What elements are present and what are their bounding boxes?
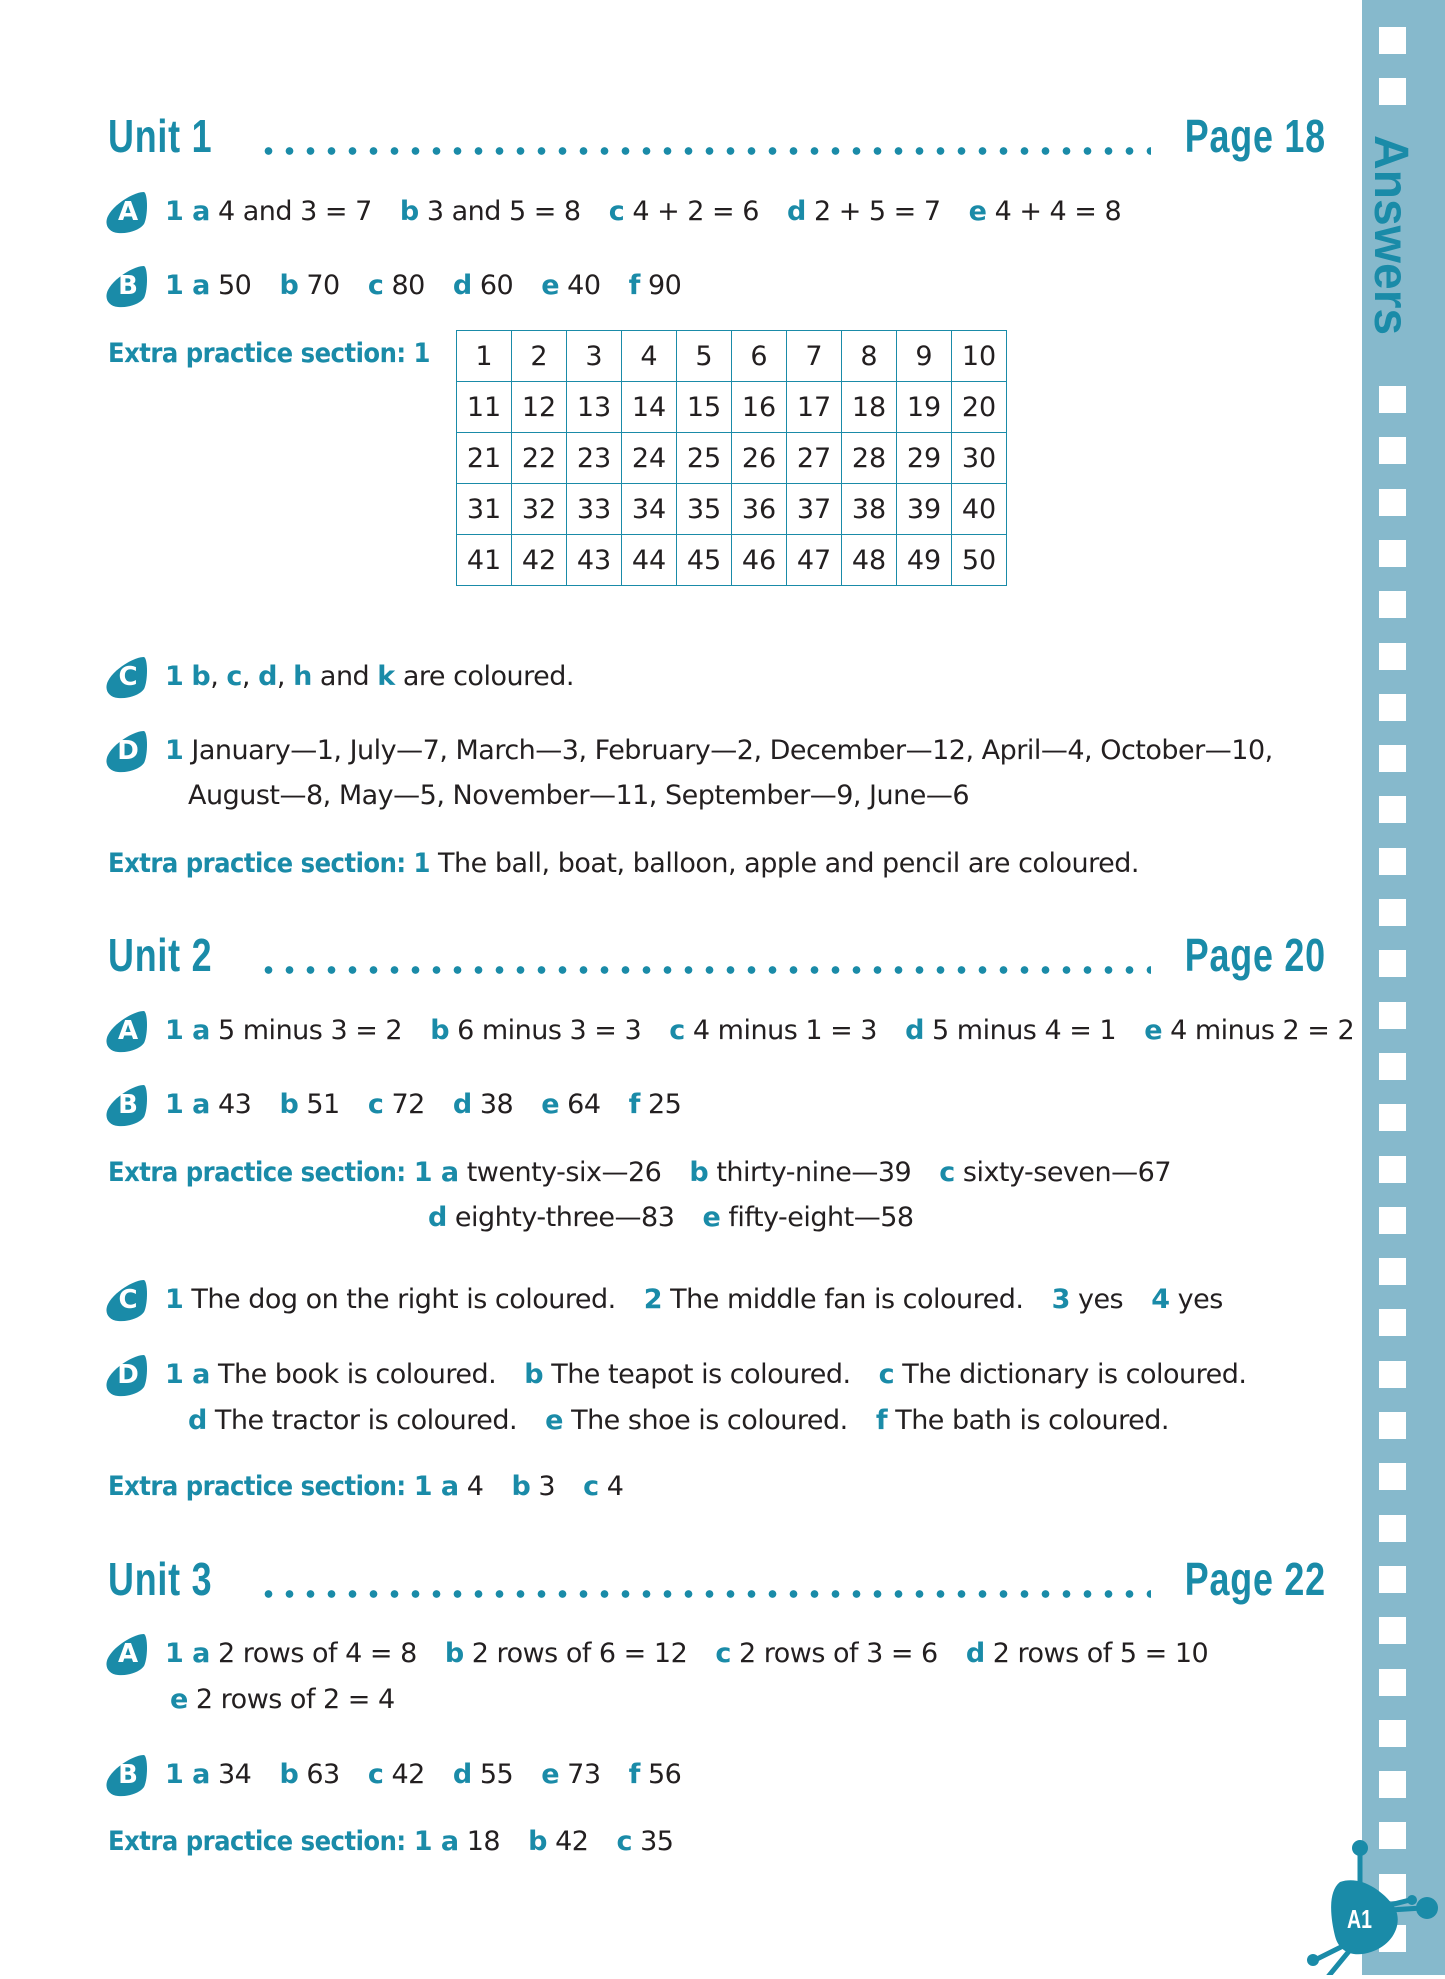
dot-leader [258,146,1151,156]
answer-label: 1 a [165,1359,210,1390]
unit-1-heading [108,108,1326,164]
sidebar-square [1379,643,1406,670]
answer-label: b [528,1826,547,1857]
section-badge-d [104,729,148,773]
sidebar-square [1379,1361,1406,1388]
answer-label: d [787,196,806,227]
section-badge-d [104,1353,148,1397]
answer-label: e [968,196,987,227]
unit-2-a-answers [165,1013,1354,1049]
grid-cell: 20 [952,382,1007,433]
answer-label: b [279,270,299,301]
unit-3-extra-1 [108,1824,673,1860]
grid-cell: 4 [622,331,677,382]
grid-cell: 6 [732,331,787,382]
answer-label: c [226,661,242,692]
unit-2-c-answers [165,1282,1223,1318]
answer-text: 2 rows of 3 = 6 [738,1638,938,1669]
answer-text: B [118,1760,138,1790]
answer-label: b [279,1089,299,1120]
answer-label: c [367,1089,384,1120]
answer-text: The dog on the right is coloured. [191,1284,616,1315]
answer-label: d [452,1759,472,1790]
grid-cell: 27 [787,433,842,484]
answer-text: 2 rows of 4 = 8 [218,1638,417,1669]
answer-label: 1 a [165,1638,210,1669]
answer-text: yes [1177,1284,1223,1315]
grid-cell: 47 [787,535,842,586]
answer-label: e [541,270,560,301]
sidebar-square [1379,1412,1406,1439]
answer-text: Extra practice section: 1 [108,848,430,879]
grid-cell: 38 [842,484,897,535]
answer-text: 18 [466,1826,501,1857]
grid-cell: 36 [732,484,787,535]
answer-text: 5 minus 3 = 2 [218,1015,403,1046]
answer-label: e [1144,1015,1163,1046]
answer-text: 2 rows of 6 = 12 [471,1638,688,1669]
answer-label: e [545,1405,563,1436]
sidebar-square [1379,489,1406,516]
grid-cell: 21 [457,433,512,484]
sidebar-square [1379,540,1406,567]
answer-label: e [541,1089,560,1120]
answer-label: 1 [165,735,184,766]
answer-text: The book is coloured. [218,1359,497,1390]
answer-text: 42 [555,1826,589,1857]
grid-cell: 43 [567,535,622,586]
answer-label: f [628,1759,640,1790]
answer-label: 3 [1051,1284,1070,1315]
answer-text: The middle fan is coloured. [670,1284,1024,1315]
grid-cell: 14 [622,382,677,433]
grid-cell: 41 [457,535,512,586]
sidebar-square [1379,848,1406,875]
answer-text: 6 minus 3 = 3 [457,1015,642,1046]
grid-cell: 33 [567,484,622,535]
grid-cell: 7 [787,331,842,382]
grid-cell: 31 [457,484,512,535]
answer-label: c [367,1759,384,1790]
answer-text: 2 + 5 = 7 [813,196,941,227]
answer-label: 1 a [165,1015,210,1046]
answer-label: c [608,196,625,227]
sidebar-square [1379,694,1406,721]
sidebar-square [1379,1258,1406,1285]
unit-page: Page 18 [1184,110,1326,162]
answer-label: b [191,661,211,692]
answer-text: 55 [479,1759,514,1790]
unit-1-c-answers [165,659,574,695]
section-badge-b [104,1083,148,1127]
answer-label: b [689,1157,709,1188]
grid-row [457,382,1007,433]
unit-3-a-answers [165,1636,1208,1672]
answer-label: 1 a [165,196,210,227]
grid-row [457,535,1007,586]
unit-1-extra-2 [108,846,1139,882]
answer-text: A [117,197,139,227]
grid-cell: 28 [842,433,897,484]
sidebar-square [1379,899,1406,926]
answer-text: yes [1077,1284,1124,1315]
grid-row [457,331,1007,382]
sidebar-square [1379,1002,1406,1029]
answer-text: C [118,662,138,692]
grid-cell: 34 [622,484,677,535]
grid-cell: 13 [567,382,622,433]
answer-text: August—8, May—5, November—11, September—9, June—6 [188,780,970,811]
sidebar-square [1379,1156,1406,1183]
answer-label: c [669,1015,685,1046]
unit-1-b-answers [165,268,681,304]
grid-cell: 26 [732,433,787,484]
dot-leader [258,965,1151,975]
unit-2-extra-1-cont [428,1200,914,1236]
answer-text: 50 [218,270,252,301]
unit-2-b-answers [165,1087,681,1123]
answer-label: c [616,1826,633,1857]
answer-label: d [905,1015,924,1046]
grid-cell: 11 [457,382,512,433]
answer-text: 4 + 4 = 8 [994,196,1122,227]
unit-3-a-answers-cont [170,1682,395,1718]
answer-text: B [118,271,138,301]
grid-cell: 49 [897,535,952,586]
grid-cell: 8 [842,331,897,382]
unit-1-d-answers-cont [188,778,969,814]
section-badge-b [104,1753,148,1797]
grid-cell: 9 [897,331,952,382]
answer-text: D [117,1360,139,1390]
answer-label: c [367,270,384,301]
answer-label: 1 a [165,1089,210,1120]
answer-label: 1 a [165,270,210,301]
answer-label: 1 a [413,1826,459,1857]
grid-cell: 22 [512,433,567,484]
sidebar-square [1379,1771,1406,1798]
answer-text: 2 rows of 5 = 10 [992,1638,1209,1669]
unit-2-extra-1 [108,1155,1171,1191]
unit-2-d-answers-cont [188,1403,1169,1439]
grid-cell: 19 [897,382,952,433]
unit-page: Page 22 [1184,1553,1326,1605]
answer-text: The shoe is coloured. [571,1405,848,1436]
grid-cell: 35 [677,484,732,535]
answer-text: 73 [567,1759,601,1790]
answer-text: B [118,1090,138,1120]
answer-text: 51 [306,1089,340,1120]
answer-text: C [118,1285,138,1315]
grid-cell: 24 [622,433,677,484]
answer-text: thirty-nine—39 [716,1157,912,1188]
sidebar-square [1379,591,1406,618]
answer-label: f [875,1405,888,1436]
section-badge-c [104,655,148,699]
answer-text: fifty-eight—58 [728,1202,914,1233]
answer-label: k [377,661,395,692]
answer-text: Extra practice section: 1 [108,338,430,369]
grid-cell: 40 [952,484,1007,535]
grid-cell: 45 [677,535,732,586]
grid-cell: 15 [677,382,732,433]
grid-row [457,433,1007,484]
section-badge-b [104,264,148,308]
dot-leader [258,1589,1151,1599]
answer-label: c [715,1638,731,1669]
unit-title: Unit 2 [108,929,213,981]
answer-label: 4 [1151,1284,1170,1315]
answer-text: 38 [479,1089,514,1120]
answer-text: D [117,736,139,766]
answer-label: 1 [165,661,184,692]
answer-text: , [241,661,259,692]
unit-title: Unit 3 [108,1553,213,1605]
answer-text: , [276,661,294,692]
answer-text: 5 minus 4 = 1 [932,1015,1117,1046]
answer-label: e [541,1759,560,1790]
answer-text: 4 + 2 = 6 [632,196,759,227]
answer-label: 1 a [413,1471,459,1502]
sidebar-square [1379,950,1406,977]
answer-text: 25 [647,1089,682,1120]
section-badge-a [104,190,148,234]
answer-label: d [965,1638,985,1669]
unit-title: Unit 1 [108,110,213,162]
answer-label: 1 [165,1284,184,1315]
answer-text: 56 [647,1759,682,1790]
sidebar-square [1379,1515,1406,1542]
grid-cell: 42 [512,535,567,586]
sidebar-square [1379,386,1406,413]
answer-text: 4 minus 1 = 3 [692,1015,877,1046]
answer-label: d [258,661,277,692]
answer-label: f [628,270,640,301]
answer-text: 35 [640,1826,674,1857]
answer-text: 2 rows of 2 = 4 [195,1684,395,1715]
answer-text: 3 and 5 = 8 [426,196,581,227]
answer-label: d [428,1202,447,1233]
grid-cell: 23 [567,433,622,484]
section-badge-a [104,1009,148,1053]
answer-text: 90 [647,270,682,301]
answer-label: e [702,1202,721,1233]
sidebar-square [1379,1566,1406,1593]
sidebar-square [1379,1309,1406,1336]
grid-cell: 10 [952,331,1007,382]
grid-cell: 37 [787,484,842,535]
answer-text: 4 [466,1471,484,1502]
answer-text: eighty-three—83 [454,1202,675,1233]
grid-cell: 39 [897,484,952,535]
answer-text: 63 [306,1759,340,1790]
answer-label: b [444,1638,464,1669]
answer-label: 2 [643,1284,663,1315]
answer-label: 1 a [413,1157,459,1188]
unit-2-d-answers [165,1357,1246,1393]
sidebar-square [1379,745,1406,772]
grid-cell: 12 [512,382,567,433]
grid-cell: 30 [952,433,1007,484]
grid-cell: 50 [952,535,1007,586]
answer-text: and [311,661,378,692]
answer-text: January—1, July—7, March—3, February—2, December—12, April—4, October—10, [191,735,1273,766]
sidebar-square [1379,1463,1406,1490]
section-badge-c [104,1278,148,1322]
sidebar-square [1379,1720,1406,1747]
unit-3-b-answers [165,1757,681,1793]
answer-text: are coloured. [394,661,574,692]
answer-label: d [452,1089,472,1120]
sidebar-title-text: Answers [1364,135,1417,336]
answer-label: b [279,1759,299,1790]
answer-label: b [524,1359,544,1390]
answer-label: e [170,1684,188,1715]
sidebar-title [1366,135,1426,355]
answer-label: b [430,1015,450,1046]
grid-cell: 5 [677,331,732,382]
section-badge-a [104,1632,148,1676]
answer-text: 42 [391,1759,425,1790]
unit-1-a-answers [165,194,1121,230]
answer-text: Extra practice section: [108,1157,406,1188]
answer-label: h [293,661,312,692]
answer-label: b [511,1471,531,1502]
grid-cell: 3 [567,331,622,382]
answer-text: The tractor is coloured. [214,1405,518,1436]
grid-cell: 2 [512,331,567,382]
grid-cell: 29 [897,433,952,484]
unit-1-extra-label [108,336,430,372]
answer-text: 40 [567,270,601,301]
unit-2-extra-2 [108,1469,623,1505]
page-number-badge [1305,1820,1445,1975]
answer-text: The ball, boat, balloon, apple and pencil are coloured. [438,848,1139,879]
answer-text: 3 [538,1471,556,1502]
sidebar-square [1379,27,1406,54]
answer-text: A [117,1639,139,1669]
unit-2-heading [108,927,1326,983]
answer-label: 1 a [165,1759,210,1790]
answer-label: c [583,1471,599,1502]
sidebar-square [1379,1669,1406,1696]
answer-label: b [399,196,419,227]
answer-text: 64 [567,1089,601,1120]
answer-label: c [878,1359,895,1390]
answer-text: 43 [218,1089,252,1120]
answer-text: twenty-six—26 [466,1157,662,1188]
answer-text: 72 [391,1089,425,1120]
sidebar-square [1379,437,1406,464]
answer-text: 4 minus 2 = 2 [1170,1015,1355,1046]
grid-cell: 44 [622,535,677,586]
sidebar-square [1379,796,1406,823]
grid-cell: 1 [457,331,512,382]
answer-text: 60 [479,270,514,301]
unit-page: Page 20 [1184,929,1326,981]
grid-cell: 46 [732,535,787,586]
grid-row [457,484,1007,535]
answer-label: f [628,1089,640,1120]
sidebar-square [1379,1104,1406,1131]
unit-1-d-answers [165,733,1273,769]
answer-label: d [452,270,472,301]
answer-text: 80 [391,270,425,301]
page-number-label: A1 [1347,1904,1372,1934]
unit-3-heading [108,1551,1326,1607]
grid-cell: 48 [842,535,897,586]
answer-text: The dictionary is coloured. [902,1359,1247,1390]
answer-text: 34 [218,1759,252,1790]
answer-label: c [939,1157,955,1188]
number-grid [456,330,1007,586]
answer-text: The bath is coloured. [895,1405,1169,1436]
answer-text: Extra practice section: [108,1826,406,1857]
mascot-icon [1305,1820,1445,1975]
answer-text: The teapot is coloured. [551,1359,851,1390]
sidebar-square [1379,78,1406,105]
sidebar-square [1379,1617,1406,1644]
answer-text: 4 and 3 = 7 [218,196,372,227]
answer-label: d [188,1405,207,1436]
grid-cell: 25 [677,433,732,484]
sidebar-square [1379,1053,1406,1080]
answer-text: A [117,1016,139,1046]
answer-text: Extra practice section: [108,1471,406,1502]
answer-text: 70 [306,270,340,301]
grid-cell: 16 [732,382,787,433]
sidebar-square [1379,1207,1406,1234]
grid-cell: 32 [512,484,567,535]
answer-text: sixty-seven—67 [962,1157,1171,1188]
answer-text: 4 [606,1471,624,1502]
answer-text: , [210,661,227,692]
grid-cell: 17 [787,382,842,433]
grid-cell: 18 [842,382,897,433]
